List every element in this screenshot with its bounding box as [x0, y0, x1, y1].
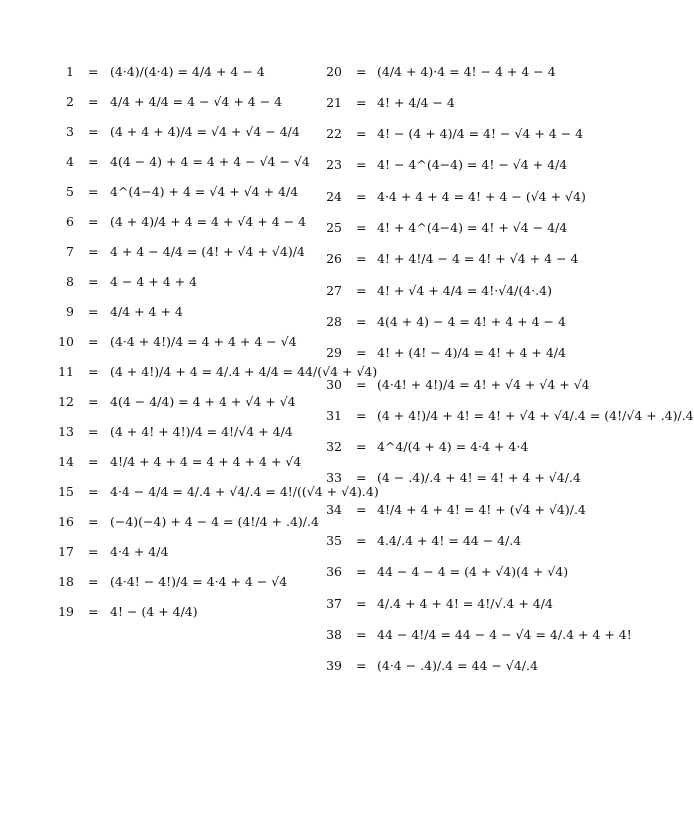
equals-sign: =: [356, 313, 367, 329]
equation-number: 8: [66, 273, 74, 289]
equals-sign: =: [88, 393, 99, 409]
equals-sign: =: [88, 63, 99, 79]
equals-sign: =: [88, 483, 99, 499]
equation-row: [0, 369, 638, 399]
equals-sign: =: [88, 243, 99, 259]
equation-expression: (4 + 4! + 4!)/4 = 4!/√4 + 4/4: [110, 423, 293, 439]
equation-row: [0, 244, 638, 274]
equals-sign: =: [356, 564, 367, 580]
equation-expression: 4(4 − 4) + 4 = 4 + 4 − √4 − √4: [110, 153, 310, 169]
equation-number: 22: [326, 126, 342, 142]
equals-sign: =: [88, 573, 99, 589]
equals-sign: =: [88, 543, 99, 559]
equation-expression: 4 + 4 − 4/4 = (4! + √4 + √4)/4: [110, 243, 305, 259]
equation-row: [0, 557, 638, 587]
equals-sign: =: [356, 94, 367, 110]
equation-expression: 4 − 4 + 4 + 4: [110, 273, 198, 289]
equals-sign: =: [88, 303, 99, 319]
equation-number: 1: [66, 63, 74, 79]
equation-expression: (4 + 4!)/4 + 4! = 4! + √4 + √4/.4 = (4!/√4 + .4)/.4: [377, 407, 694, 423]
equals-sign: =: [356, 439, 367, 455]
equation-expression: 4! + 4/4 − 4: [377, 94, 455, 110]
equation-number: 36: [326, 564, 342, 580]
equation-number: 25: [326, 220, 342, 235]
equation-number: 7: [66, 243, 74, 259]
equation-number: 39: [326, 658, 342, 674]
equation-row: [0, 651, 638, 681]
equals-sign: =: [356, 251, 367, 267]
equation-number: 18: [58, 573, 74, 589]
equation-number: 34: [326, 501, 342, 517]
equation-expression: 4! − 4^(4−4) = 4! − √4 + 4/4: [377, 157, 568, 173]
equation-expression: 4!/4 + 4 + 4! = 4! + (√4 + √4)/.4: [377, 501, 586, 517]
equals-sign: =: [356, 157, 367, 173]
equals-sign: =: [356, 470, 367, 486]
equation-expression: 4(4 − 4/4) = 4 + 4 + √4 + √4: [110, 393, 296, 409]
equation-expression: 4! + 4^(4−4) = 4! + √4 − 4/4: [377, 220, 568, 235]
equation-number: 16: [58, 513, 74, 529]
equation-number: 29: [326, 345, 342, 361]
equals-sign: =: [88, 213, 99, 229]
equation-expression: (4·4 + 4!)/4 = 4 + 4 + 4 − √4: [110, 333, 297, 349]
equation-number: 32: [326, 439, 342, 455]
equation-row: [0, 400, 694, 430]
equation-expression: 4! − (4 + 4/4): [110, 603, 198, 619]
equation-expression: 4^(4−4) + 4 = √4 + √4 + 4/4: [110, 183, 299, 199]
equation-expression: 4^4/(4 + 4) = 4·4 + 4·4: [377, 439, 529, 455]
equation-expression: 4.4/.4 + 4! = 44 − 4/.4: [377, 533, 522, 548]
equation-number: 37: [326, 595, 342, 611]
equation-number: 11: [58, 363, 74, 379]
equation-number: 19: [58, 603, 74, 619]
equals-sign: =: [88, 603, 99, 619]
equation-row: [0, 213, 638, 243]
equals-sign: =: [356, 63, 367, 79]
equation-row: [0, 588, 638, 618]
equation-number: 12: [58, 393, 74, 409]
equation-number: 24: [326, 188, 342, 204]
equals-sign: =: [356, 376, 367, 392]
equals-sign: =: [88, 273, 99, 289]
equals-sign: =: [356, 407, 367, 423]
equals-sign: =: [356, 595, 367, 611]
equals-sign: =: [88, 453, 99, 469]
equals-sign: =: [356, 188, 367, 204]
equation-expression: (4/4 + 4)·4 = 4! − 4 + 4 − 4: [377, 63, 556, 79]
equation-number: 3: [66, 123, 74, 139]
equation-row: [0, 150, 638, 180]
equals-sign: =: [356, 345, 367, 361]
equation-expression: (4 + 4!)/4 + 4 = 4/.4 + 4/4 = 44/(√4 + √4): [110, 363, 378, 379]
equation-row: [0, 619, 638, 649]
equation-expression: 4! + (4! − 4)/4 = 4! + 4 + 4/4: [377, 345, 566, 361]
equation-number: 4: [66, 153, 74, 169]
equation-number: 17: [58, 543, 74, 559]
equation-expression: 4! + 4!/4 − 4 = 4! + √4 + 4 − 4: [377, 251, 579, 267]
equation-row: [0, 56, 638, 86]
equals-sign: =: [88, 363, 99, 379]
equation-row: [0, 303, 638, 336]
equation-number: 21: [326, 94, 342, 110]
equals-sign: =: [88, 183, 99, 199]
equals-sign: =: [356, 126, 367, 142]
equation-number: 9: [66, 303, 74, 319]
equation-expression: (4 + 4)/4 + 4 = 4 + √4 + 4 − 4: [110, 213, 307, 229]
equation-expression: 4! + √4 + 4/4 = 4!·√4/(4·.4): [377, 282, 552, 298]
equals-sign: =: [88, 93, 99, 109]
equation-expression: (4·4! − 4!)/4 = 4·4 + 4 − √4: [110, 573, 288, 589]
equation-expression: 44 − 4 − 4 = (4 + √4)(4 + √4): [377, 564, 569, 580]
equals-sign: =: [356, 282, 367, 298]
equation-expression: 44 − 4!/4 = 44 − 4 − √4 = 4/.4 + 4 + 4!: [377, 626, 632, 642]
equals-sign: =: [356, 501, 367, 517]
equation-expression: 4/.4 + 4 + 4! = 4!/√.4 + 4/4: [377, 595, 553, 611]
equation-number: 20: [326, 63, 342, 79]
equation-row: [0, 338, 638, 368]
equation-row: [0, 275, 638, 305]
equals-sign: =: [88, 333, 99, 349]
equation-expression: 4! − (4 + 4)/4 = 4! − √4 + 4 − 4: [377, 126, 584, 142]
equation-expression: (4 − .4)/.4 + 4! = 4! + 4 + √4/.4: [377, 470, 581, 486]
equation-row: [0, 526, 638, 556]
equals-sign: =: [88, 153, 99, 169]
equation-expression: (4 + 4 + 4)/4 = √4 + √4 − 4/4: [110, 123, 300, 139]
equation-expression: 4!/4 + 4 + 4 = 4 + 4 + 4 + √4: [110, 453, 302, 469]
equals-sign: =: [88, 423, 99, 439]
equation-expression: 4·4 + 4/4: [110, 543, 169, 559]
equation-row: [0, 87, 638, 117]
equation-number: 10: [58, 333, 74, 349]
equation-expression: (4·4 − .4)/.4 = 44 − √4/.4: [377, 658, 538, 674]
equation-row: [0, 432, 638, 462]
equation-expression: 4/4 + 4/4 = 4 − √4 + 4 − 4: [110, 93, 283, 109]
equation-number: 13: [58, 423, 74, 439]
equation-number: 28: [326, 313, 342, 329]
equals-sign: =: [356, 220, 367, 235]
equation-number: 15: [58, 483, 74, 499]
equals-sign: =: [356, 658, 367, 674]
equation-number: 6: [66, 213, 74, 229]
equation-number: 35: [326, 533, 342, 548]
equation-number: 27: [326, 282, 342, 298]
equation-expression: 4·4 − 4/4 = 4/.4 + √4/.4 = 4!/((√4 + √4).4): [110, 483, 379, 499]
equation-number: 31: [326, 407, 342, 423]
equation-number: 23: [326, 157, 342, 173]
equals-sign: =: [88, 513, 99, 529]
equation-expression: 4·4 + 4 + 4 = 4! + 4 − (√4 + √4): [377, 188, 586, 204]
equation-number: 5: [66, 183, 74, 199]
equation-number: 38: [326, 626, 342, 642]
equation-expression: (4·4)/(4·4) = 4/4 + 4 − 4: [110, 63, 265, 79]
equation-number: 33: [326, 470, 342, 486]
equation-row: [0, 181, 638, 211]
equation-expression: (−4)(−4) + 4 − 4 = (4!/4 + .4)/.4: [110, 513, 319, 529]
equation-expression: (4·4! + 4!)/4 = 4! + √4 + √4 + √4: [377, 376, 590, 392]
equation-number: 14: [58, 453, 74, 469]
equation-row: [0, 494, 638, 524]
equation-number: 2: [66, 93, 74, 109]
equals-sign: =: [356, 533, 367, 548]
equation-row: [0, 463, 638, 493]
equals-sign: =: [88, 123, 99, 139]
equals-sign: =: [356, 626, 367, 642]
equation-number: 30: [326, 376, 342, 392]
equation-row: [0, 119, 638, 149]
equation-expression: 4(4 + 4) − 4 = 4! + 4 + 4 − 4: [377, 313, 566, 329]
equation-number: 26: [326, 251, 342, 267]
equation-expression: 4/4 + 4 + 4: [110, 303, 183, 319]
